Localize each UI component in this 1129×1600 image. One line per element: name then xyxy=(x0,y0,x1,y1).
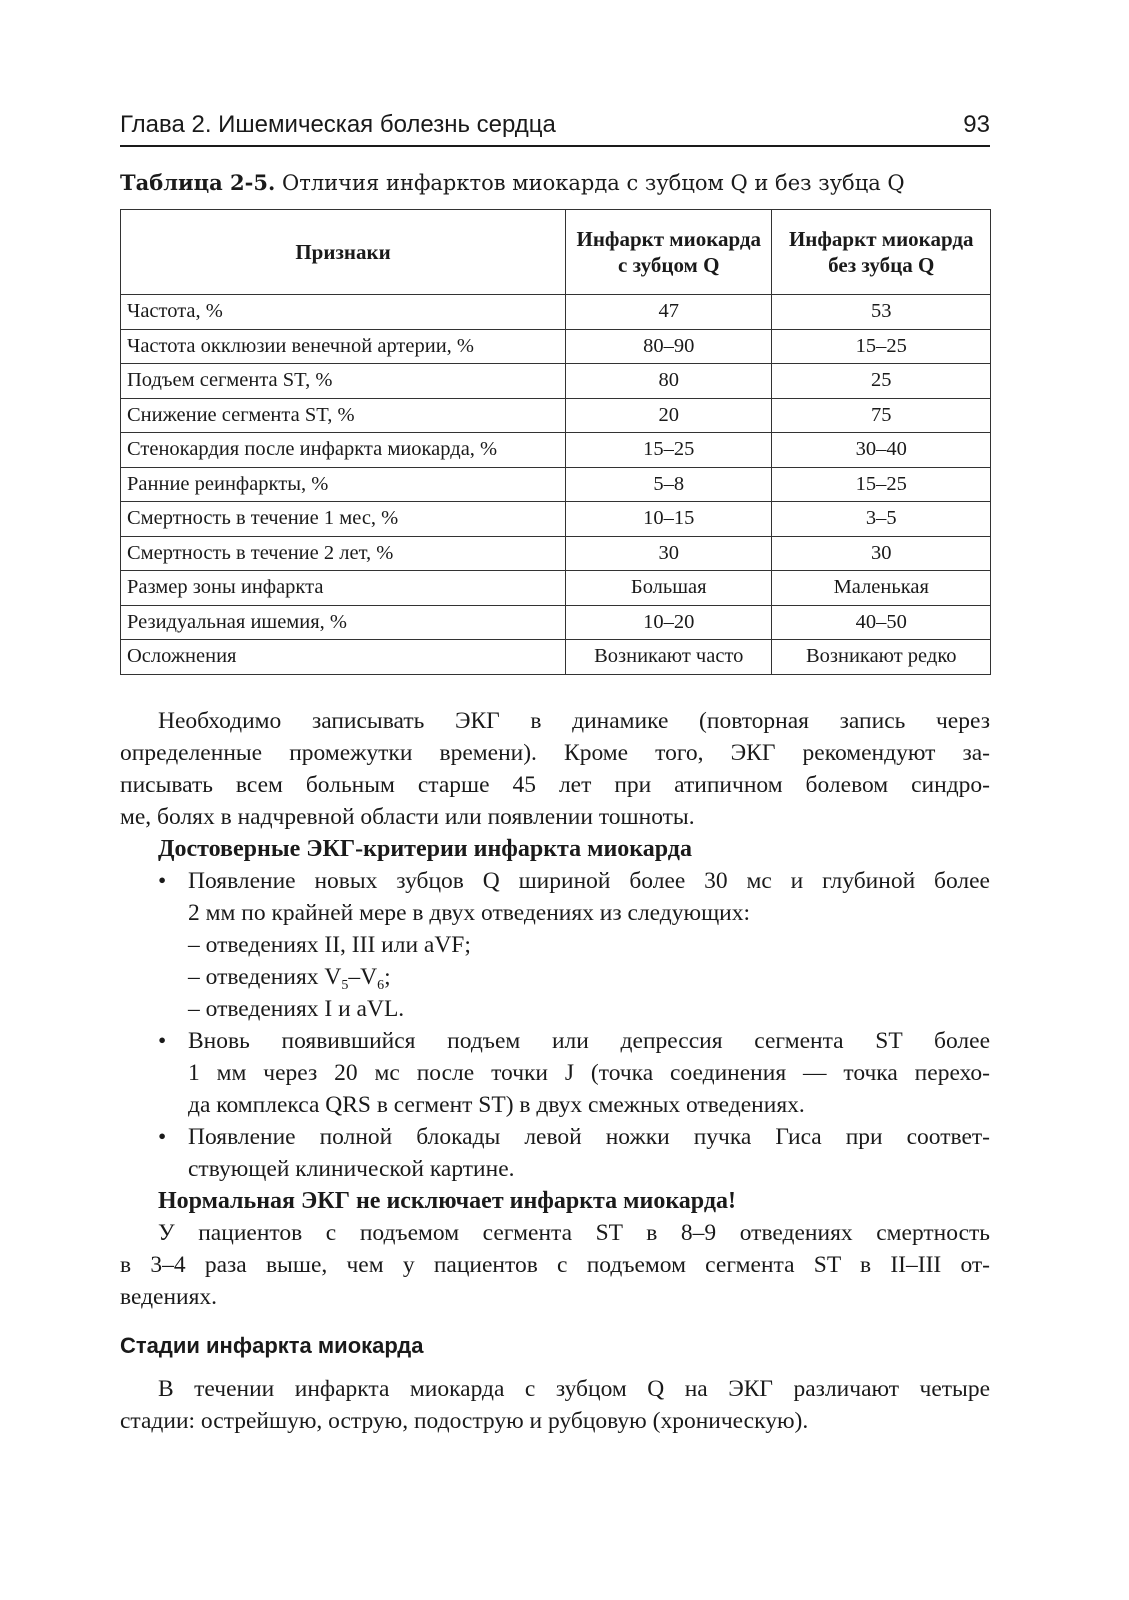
text-line: 1 мм через 20 мс после точки J (точка соединения — точка перехо- xyxy=(188,1060,990,1086)
value-cell: 10–20 xyxy=(566,605,772,640)
value-cell: 20 xyxy=(566,398,772,433)
text-line: Появление полной блокады левой ножки пучка Гиса при соответ- xyxy=(188,1124,990,1150)
row-label-cell: Смертность в течение 2 лет, % xyxy=(121,536,566,571)
text-line: Необходимо записывать ЭКГ в динамике (повторная запись через xyxy=(158,708,990,734)
sub-item xyxy=(188,961,990,993)
subscript: 5 xyxy=(341,978,349,993)
text-line: У пациентов с подъемом сегмента ST в 8–9 отведениях смертность xyxy=(158,1220,990,1246)
row-label-cell: Подъем сегмента ST, % xyxy=(121,364,566,399)
row-label-cell: Осложнения xyxy=(121,640,566,675)
row-label-cell: Стенокардия после инфаркта миокарда, % xyxy=(121,433,566,468)
table-row xyxy=(121,571,991,606)
bullet-text xyxy=(188,865,990,929)
bullet-text xyxy=(188,1025,990,1121)
table-caption-text: Отличия инфарктов миокарда с зубцом Q и без зубца Q xyxy=(282,171,905,195)
body-text xyxy=(120,705,990,1313)
value-cell: 25 xyxy=(772,364,991,399)
table-header-row xyxy=(121,210,991,295)
sub-item-text: –V xyxy=(348,964,378,990)
sub-item-text: – отведениях V xyxy=(188,964,342,990)
sub-item: – отведениях I и aVL. xyxy=(188,996,405,1022)
value-cell: 30 xyxy=(772,536,991,571)
row-label-cell: Размер зоны инфаркта xyxy=(121,571,566,606)
row-label-cell: Смертность в течение 1 мес, % xyxy=(121,502,566,537)
list-item xyxy=(120,1025,990,1121)
value-cell: 10–15 xyxy=(566,502,772,537)
sub-item-text: ; xyxy=(384,964,391,990)
table-header-cell: Инфаркт миокарда без зубца Q xyxy=(772,210,991,295)
value-cell: 15–25 xyxy=(566,433,772,468)
value-cell: 5–8 xyxy=(566,467,772,502)
paragraph-ecg-dynamics xyxy=(120,705,990,833)
table-row xyxy=(121,502,991,537)
text-line: В течении инфаркта миокарда с зубцом Q на ЭКГ различают четыре xyxy=(158,1376,990,1402)
value-cell: Возникают редко xyxy=(772,640,991,675)
text-line: определенные промежутки времени). Кроме того, ЭКГ рекомендуют за- xyxy=(120,740,990,766)
bullet-icon: • xyxy=(158,1028,167,1054)
bullet-icon: • xyxy=(158,1124,167,1150)
value-cell: 80 xyxy=(566,364,772,399)
text-line: ведениях. xyxy=(120,1284,218,1310)
value-cell: Маленькая xyxy=(772,571,991,606)
body-text-stages xyxy=(120,1373,990,1437)
table-label: Таблица 2-5. xyxy=(120,170,276,195)
text-line: да комплекса QRS в сегмент ST) в двух смежных отведениях. xyxy=(188,1092,805,1118)
table-row xyxy=(121,295,991,330)
paragraph-mortality xyxy=(120,1217,990,1313)
value-cell: 15–25 xyxy=(772,329,991,364)
text-line: Появление новых зубцов Q шириной более 30 мс и глубиной более xyxy=(188,868,990,894)
section-title: Стадии инфаркта миокарда xyxy=(120,1333,424,1358)
text-line: ствующей клинической картине. xyxy=(188,1156,515,1182)
list-item xyxy=(120,1121,990,1185)
text-line: в 3–4 раза выше, чем у пациентов с подъемом сегмента ST в II–III от- xyxy=(120,1252,990,1278)
value-cell: 30–40 xyxy=(772,433,991,468)
table-row xyxy=(121,364,991,399)
sub-item: – отведениях II, III или aVF; xyxy=(188,932,471,958)
value-cell: 30 xyxy=(566,536,772,571)
text-line: 2 мм по крайней мере в двух отведениях из следующих: xyxy=(188,900,751,926)
page-number: 93 xyxy=(963,111,990,138)
row-label-cell: Частота, % xyxy=(121,295,566,330)
value-cell: 15–25 xyxy=(772,467,991,502)
text-line: стадии: острейшую, острую, подострую и рубцовую (хроническую). xyxy=(120,1408,809,1434)
running-header xyxy=(120,107,990,147)
table-body xyxy=(121,295,991,675)
table-row xyxy=(121,398,991,433)
table-row xyxy=(121,536,991,571)
value-cell: 40–50 xyxy=(772,605,991,640)
value-cell: Возникают часто xyxy=(566,640,772,675)
heading-normal-ecg: Нормальная ЭКГ не исключает инфаркта миокарда! xyxy=(158,1188,736,1214)
row-label-cell: Резидуальная ишемия, % xyxy=(121,605,566,640)
table-row xyxy=(121,329,991,364)
bullet-text xyxy=(188,1121,990,1185)
table-row xyxy=(121,467,991,502)
row-label-cell: Снижение сегмента ST, % xyxy=(121,398,566,433)
table-header-cell: Инфаркт миокарда с зубцом Q xyxy=(566,210,772,295)
table-row xyxy=(121,640,991,675)
chapter-title: Глава 2. Ишемическая болезнь сердца xyxy=(120,111,556,138)
value-cell: Большая xyxy=(566,571,772,606)
heading-criteria: Достоверные ЭКГ-критерии инфаркта миокарда xyxy=(158,836,692,862)
text-line: Вновь появившийся подъем или депрессия сегмента ST более xyxy=(188,1028,990,1054)
comparison-table xyxy=(120,209,991,675)
table-row xyxy=(121,605,991,640)
text-line: писывать всем больным старше 45 лет при атипичном болевом синдро- xyxy=(120,772,990,798)
value-cell: 47 xyxy=(566,295,772,330)
row-label-cell: Частота окклюзии венечной артерии, % xyxy=(121,329,566,364)
value-cell: 53 xyxy=(772,295,991,330)
value-cell: 3–5 xyxy=(772,502,991,537)
text-line: ме, болях в надчревной области или появлении тошноты. xyxy=(120,804,695,830)
table-header-cell: Признаки xyxy=(121,210,566,295)
value-cell: 75 xyxy=(772,398,991,433)
value-cell: 80–90 xyxy=(566,329,772,364)
row-label-cell: Ранние реинфаркты, % xyxy=(121,467,566,502)
table-row xyxy=(121,433,991,468)
paragraph-stages xyxy=(120,1373,990,1437)
bullet-icon: • xyxy=(158,868,167,894)
list-item xyxy=(120,865,990,1025)
subscript: 6 xyxy=(377,978,385,993)
table-caption xyxy=(120,170,990,195)
